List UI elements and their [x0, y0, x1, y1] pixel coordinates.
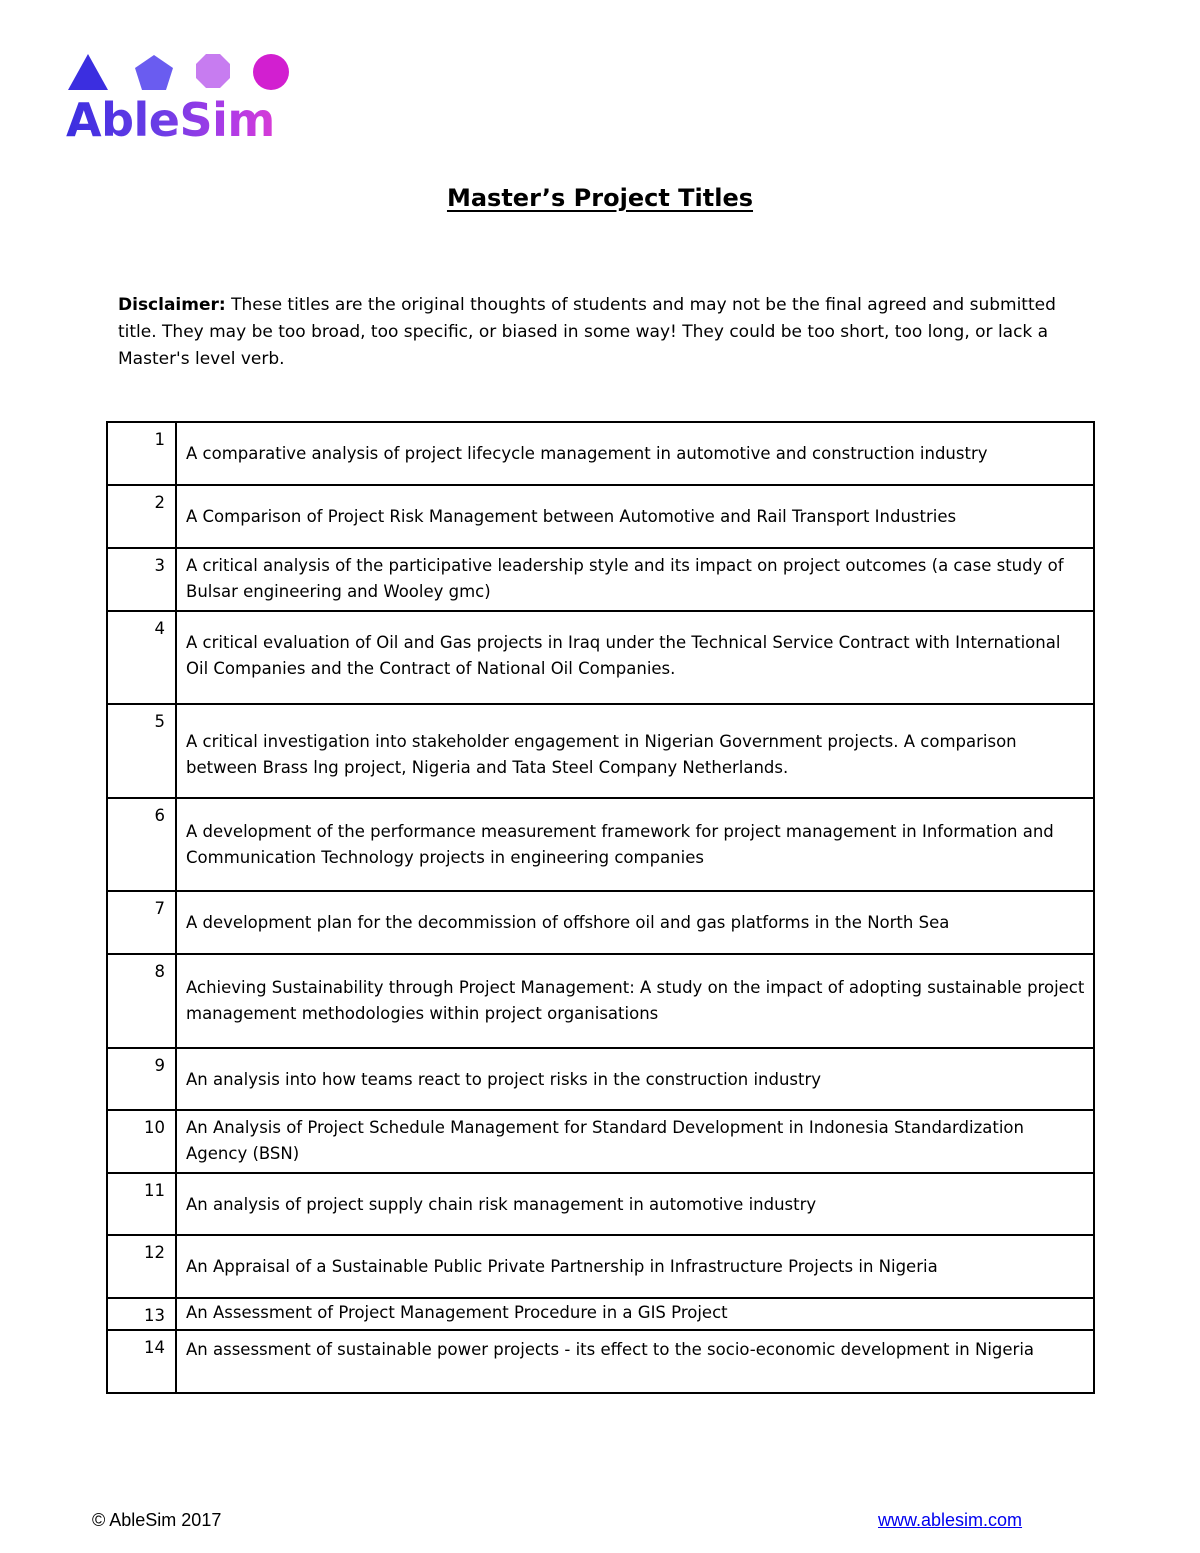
project-title	[176, 1173, 1094, 1235]
table-row	[107, 1048, 1094, 1110]
disclaimer	[118, 292, 1078, 373]
table-row	[107, 485, 1094, 548]
project-title	[176, 1110, 1094, 1173]
table-row	[107, 611, 1094, 704]
project-title	[176, 611, 1094, 704]
logo-text: AbleSim	[66, 93, 275, 147]
table-row	[107, 422, 1094, 485]
row-number: 3	[107, 548, 176, 611]
row-number: 13	[107, 1298, 176, 1330]
project-title-text: An assessment of sustainable power projects - its effect to the socio-economic development in Nigeria	[186, 1340, 1035, 1359]
table-row	[107, 1110, 1094, 1173]
project-title	[176, 1298, 1094, 1330]
project-title	[176, 485, 1094, 548]
footer-copyright: © AbleSim 2017	[92, 1510, 222, 1530]
project-title	[176, 422, 1094, 485]
triangle-shape	[68, 54, 108, 90]
row-number: 7	[107, 891, 176, 954]
disclaimer-label: Disclaimer:	[118, 295, 226, 315]
pentagon-shape	[135, 55, 173, 90]
project-title-text: A development of the performance measurement framework for project management in Information and Communication Technology projects in engineering companies	[186, 822, 1054, 867]
row-number: 4	[107, 611, 176, 704]
project-title	[176, 704, 1094, 798]
project-title	[176, 954, 1094, 1048]
project-title-text: A comparative analysis of project lifecycle management in automotive and construction industry	[186, 444, 988, 463]
project-title-text: Achieving Sustainability through Project Management: A study on the impact of adopting sustainable project management methodologies within project organisations	[186, 978, 1085, 1023]
row-number: 5	[107, 704, 176, 798]
ablesim-logo	[66, 52, 296, 147]
row-number: 2	[107, 485, 176, 548]
row-number: 12	[107, 1235, 176, 1298]
logo-shapes	[66, 52, 296, 92]
project-title-text: A Comparison of Project Risk Management between Automotive and Rail Transport Industries	[186, 507, 957, 526]
table-row	[107, 891, 1094, 954]
table-row	[107, 798, 1094, 891]
project-title-text: An Analysis of Project Schedule Management for Standard Development in Indonesia Standardization Agency (BSN)	[186, 1118, 1024, 1163]
project-title-text: A critical investigation into stakeholder engagement in Nigerian Government projects. A comparison between Brass lng project, Nigeria and Tata Steel Company Netherlands.	[186, 732, 1017, 777]
octagon-shape	[196, 54, 230, 88]
table-row	[107, 1298, 1094, 1330]
project-title-text: An analysis into how teams react to project risks in the construction industry	[186, 1070, 822, 1089]
table-row	[107, 1235, 1094, 1298]
table-row	[107, 1330, 1094, 1393]
row-number: 8	[107, 954, 176, 1048]
table-row	[107, 548, 1094, 611]
project-title	[176, 798, 1094, 891]
circle-shape	[253, 54, 289, 90]
row-number: 9	[107, 1048, 176, 1110]
row-number: 1	[107, 422, 176, 485]
row-number: 6	[107, 798, 176, 891]
project-title	[176, 1048, 1094, 1110]
website-link[interactable]: www.ablesim.com	[878, 1510, 1023, 1530]
project-title	[176, 891, 1094, 954]
project-titles-table	[106, 421, 1095, 1394]
row-number: 14	[107, 1330, 176, 1393]
page-title: Master’s Project Titles	[446, 184, 754, 212]
project-title	[176, 1235, 1094, 1298]
row-number: 11	[107, 1173, 176, 1235]
table-row	[107, 704, 1094, 798]
project-title	[176, 548, 1094, 611]
table-row	[107, 1173, 1094, 1235]
row-number: 10	[107, 1110, 176, 1173]
table-row	[107, 954, 1094, 1048]
project-title-text: An analysis of project supply chain risk management in automotive industry	[186, 1195, 817, 1214]
project-title-text: An Assessment of Project Management Procedure in a GIS Project	[186, 1303, 728, 1322]
project-title-text: A development plan for the decommission of offshore oil and gas platforms in the North Sea	[186, 913, 950, 932]
project-title-text: A critical evaluation of Oil and Gas projects in Iraq under the Technical Service Contract with International Oil Companies and the Contract of National Oil Companies.	[186, 633, 1061, 678]
project-title	[176, 1330, 1094, 1393]
disclaimer-text: These titles are the original thoughts of students and may not be the final agreed and submitted title. They may be too broad, too specific, or biased in some way! They could be too short, too long, or lack a Master's level verb.	[118, 295, 1056, 369]
project-title-text: An Appraisal of a Sustainable Public Private Partnership in Infrastructure Projects in Nigeria	[186, 1257, 938, 1276]
project-title-text: A critical analysis of the participative leadership style and its impact on project outcomes (a case study of Bulsar engineering and Wooley gmc)	[186, 556, 1064, 601]
